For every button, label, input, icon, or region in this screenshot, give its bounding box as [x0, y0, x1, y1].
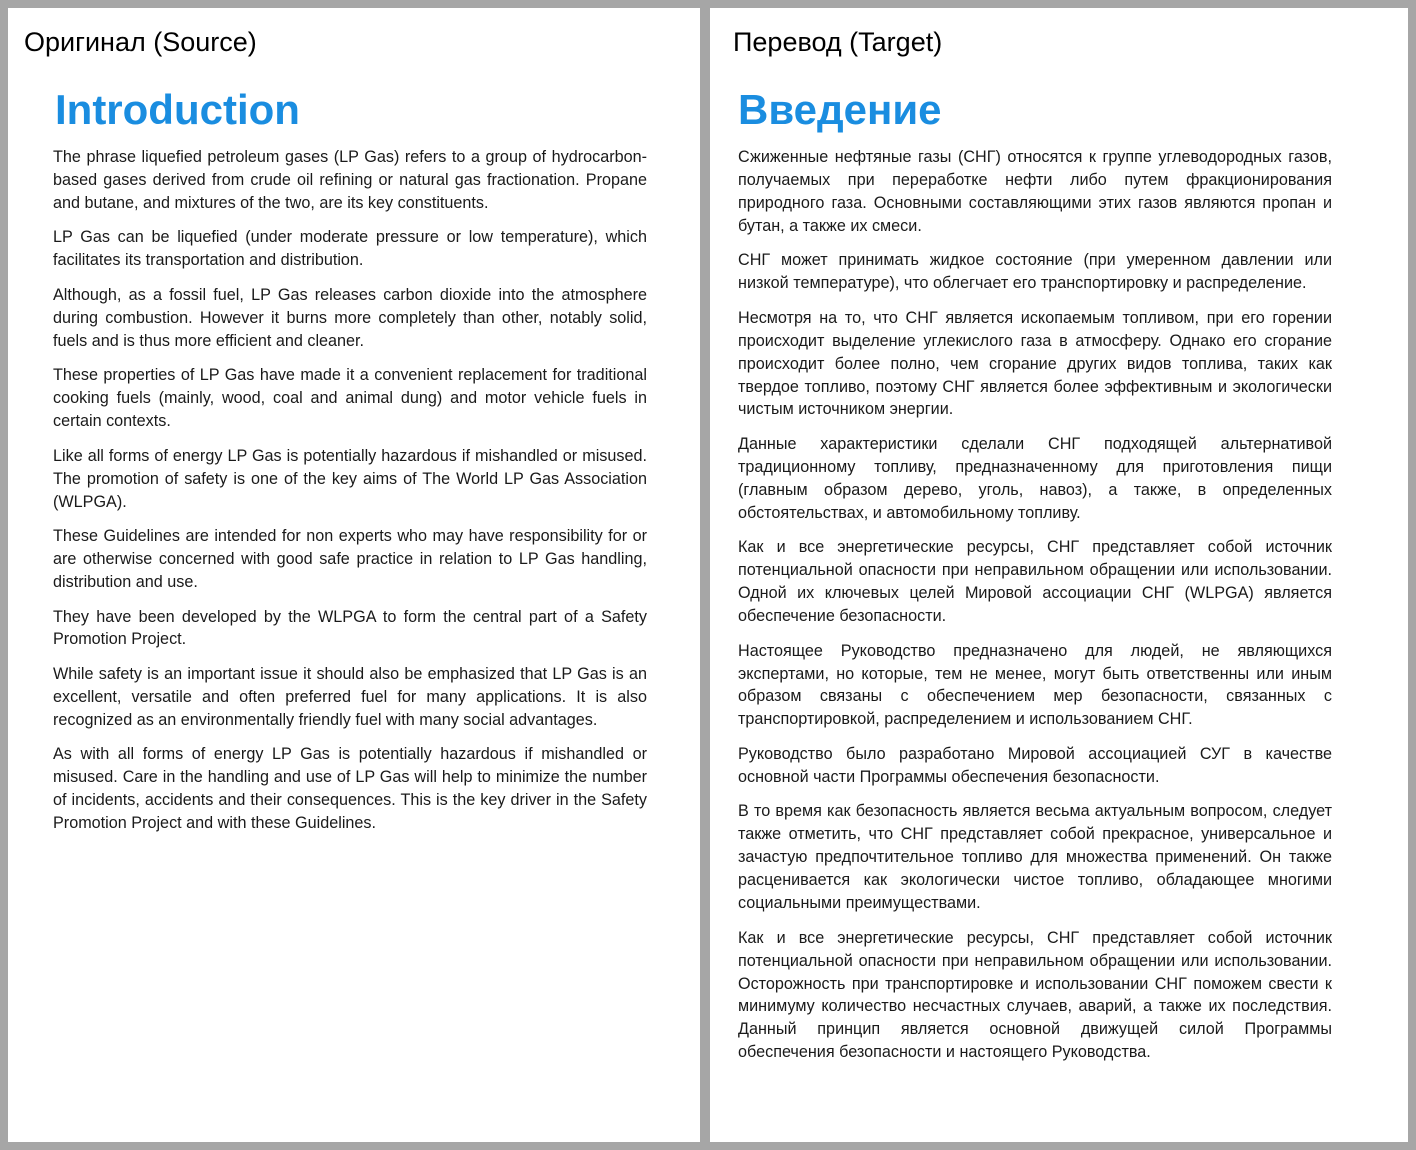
target-paragraph: Данные характеристики сделали СНГ подходящей альтернативой традиционному топливу, предназначенному для приготовления пищи (главным образом дерево, уголь, навоз), а также, в определенных обстоятельствах, и автомобильному топливу.: [738, 435, 1332, 522]
source-paragraph: The phrase liquefied petroleum gases (LP Gas) refers to a group of hydrocarbon-based gases derived from crude oil refining or natural gas fractionation. Propane and butane, and mixtures of the two, are its key constituents.: [53, 148, 647, 212]
source-paragraph: LP Gas can be liquefied (under moderate pressure or low temperature), which facilitates its transportation and distribution.: [53, 228, 647, 270]
target-paragraph: Как и все энергетические ресурсы, СНГ представляет собой источник потенциальной опасности при неправильном обращении или использовании. Одной их ключевых целей Мировой ассоциации СНГ (WLPGA) является обеспечение безопасности.: [738, 538, 1332, 626]
source-panel: [8, 8, 700, 1142]
source-paragraph: These Guidelines are intended for non experts who may have responsibility for or are otherwise concerned with good safe practice in relation to LP Gas handling, distribution and use.: [53, 527, 647, 591]
target-paragraph: Руководство было разработано Мировой ассоциацией СУГ в качестве основной части Программы обеспечения безопасности.: [738, 744, 1332, 786]
target-paragraph: Как и все энергетические ресурсы, СНГ представляет собой источник потенциальной опасности при неправильном обращении или использовании. Осторожность при транспортировке и использовании СНГ поможем свести к минимуму количество несчастных случаев, аварий, а также их последствия. Данный принцип является основной движущей силой Программы обеспечения безопасности и настоящего Руководства.: [738, 928, 1332, 1062]
target-paragraph: В то время как безопасность является весьма актуальным вопросом, следует также отметить, что СНГ представляет собой прекрасное, универсальное и зачастую предпочтительное топливо для множества применений. Он также расценивается как экологически чистое топливо, обладающее многими социальными преимуществами.: [738, 802, 1332, 913]
source-paragraph: They have been developed by the WLPGA to form the central part of a Safety Promotion Project.: [53, 607, 647, 649]
source-panel-label: Оригинал (Source): [24, 27, 257, 57]
target-title: Введение: [738, 86, 942, 133]
source-paragraph: Like all forms of energy LP Gas is potentially hazardous if mishandled or misused. The promotion of safety is one of the key aims of The World LP Gas Association (WLPGA).: [53, 446, 647, 511]
target-panel-label: Перевод (Target): [733, 27, 943, 57]
target-paragraph: Сжиженные нефтяные газы (СНГ) относятся к группе углеводородных газов, получаемых при переработке нефти либо путем фракционирования природного газа. Основными составляющими этих газов являются пропан и бутан, а также их смеси.: [738, 148, 1332, 235]
target-paragraph: СНГ может принимать жидкое состояние (при умеренном давлении или низкой температуре), что облегчает его транспортировку и распределение.: [738, 251, 1332, 293]
source-paragraph: While safety is an important issue it should also be emphasized that LP Gas is an excellent, versatile and often preferred fuel for many applications. It is also recognized as an environmentally friendly fuel with many social advantages.: [53, 665, 647, 729]
source-title: Introduction: [55, 86, 300, 133]
source-paragraph: These properties of LP Gas have made it a convenient replacement for traditional cooking fuels (mainly, wood, coal and animal dung) and motor vehicle fuels in certain contexts.: [53, 366, 647, 431]
target-paragraph: Настоящее Руководство предназначено для людей, не являющихся экспертами, но которые, тем не менее, могут быть ответственны или иным образом связаны с обеспечением мер безопасности, связанных с транспортировкой, распределением и использованием СНГ.: [738, 641, 1332, 729]
target-body: [738, 146, 1332, 1076]
source-paragraph: As with all forms of energy LP Gas is potentially hazardous if mishandled or misused. Care in the handling and use of LP Gas will help to minimize the number of incidents, accidents and their consequences. This is the key driver in the Safety Promotion Project and with these Guidelines.: [53, 745, 647, 833]
target-paragraph: Несмотря на то, что СНГ является ископаемым топливом, при его горении происходит выделение углекислого газа в атмосферу. Однако его сгорание происходит более полно, чем сгорание других видов топлива, таких как твердое топливо, поэтому СНГ является более эффективным и экологически чистым источником энергии.: [738, 308, 1332, 419]
source-body: [53, 146, 647, 847]
source-paragraph: Although, as a fossil fuel, LP Gas releases carbon dioxide into the atmosphere during combustion. However it burns more completely than other, notably solid, fuels and is thus more efficient and cleaner.: [53, 285, 647, 350]
target-panel: [710, 8, 1408, 1142]
